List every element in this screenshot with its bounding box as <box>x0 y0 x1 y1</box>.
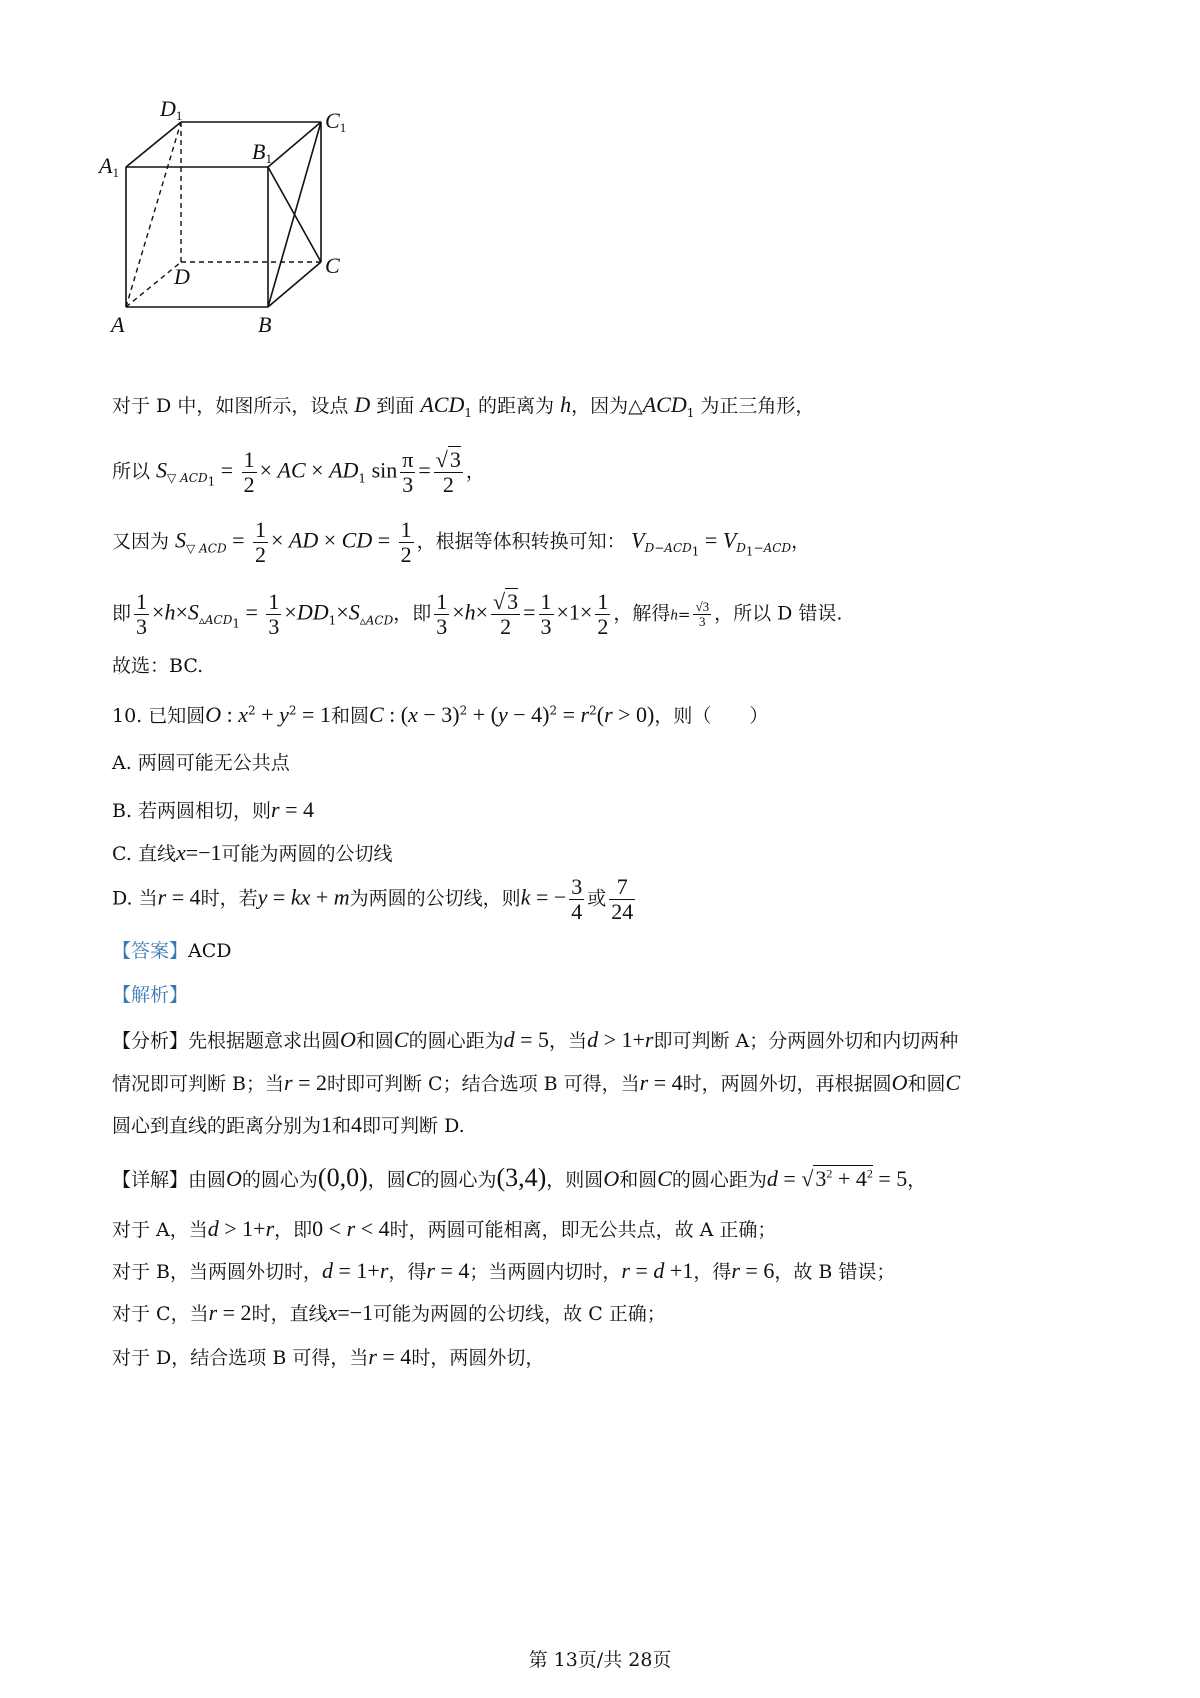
page-footer: 第 13页/共 28页 <box>528 1649 672 1671</box>
question-10: 10. 已知圆O : $x^2 + y^2 = 1$和圆C : $(x - 3)^2 + (y - 4)^2 = r^2(r > 0)$，则（ ） <box>112 702 769 727</box>
label-b: B <box>258 312 272 337</box>
conclusion-bc: 故选：BC. <box>112 655 204 677</box>
hidden-diag-a-d1 <box>126 122 181 307</box>
detail-option-d: 对于 D，结合选项 B 可得，当r = 4时，两圆外切， <box>112 1344 545 1369</box>
edge-a1-d1 <box>126 122 181 167</box>
edge-b1-c1 <box>268 122 321 167</box>
solution-line-volume: 即 $\frac{1}{3}$ $\times h\times S_{▵ACD_1}$ = $\frac{1}{3}$ $\times DD_1\times S_{▵ACD}$，即 $\frac{1}{3}$ ×h× $\frac{√3}{2}$ = $\frac{1}{3}$ ×1× $\frac{1}{2}$ ，解得h= $\frac{√3}{3}$ ，所以 D 错误. <box>112 589 843 640</box>
label-c1: C1 <box>325 108 347 135</box>
detail-line-1: 【详解】由圆O的圆心为(0,0)，圆C的圆心为(3,4)，则圆O和圆C的圆心距为$d = √3^2 + 4^2 = 5$， <box>112 1163 927 1192</box>
detail-option-c: 对于 C，当r = 2时，直线x=−1可能为两圆的公切线，故 C 正确； <box>112 1300 666 1325</box>
solution-line-area2: 又因为 $S_{▽ ACD}$ = $\frac{1}{2}$ × AD × CD = $\frac{1}{2}$ ，根据等体积转换可知： $V_{D-ACD_1} = V_{D_1-ACD}$， <box>112 517 811 568</box>
option-b: B. 若两圆相切，则r = 4 <box>112 797 315 822</box>
hidden-edge-a-d <box>126 262 181 307</box>
solution-line-area1: 所以 $S_{▽ ACD_1}$ = $\frac{1}{2}$ × AC × $AD_1$ sin $\frac{\pi}{3}$ = $\frac{√3}{2}$ ， <box>112 447 485 498</box>
solution-line-d-intro: 对于 D 中，如图所示，设点 D 到面 $ACD_1$ 的距离为 h，因为$\triangle ACD_1$ 为正三角形， <box>112 392 815 420</box>
label-b1: B1 <box>252 139 272 166</box>
option-c: C. 直线x=−1可能为两圆的公切线 <box>112 840 393 865</box>
cube-figure <box>0 0 1200 360</box>
label-d: D <box>174 264 190 289</box>
label-d1: D1 <box>160 96 183 123</box>
analysis-line-3: 圆心到直线的距离分别为1和4即可判断 D. <box>112 1112 465 1137</box>
analysis-heading: 【解析】 <box>112 984 189 1006</box>
label-a: A <box>111 312 125 337</box>
analysis-line-1: 【分析】先根据题意求出圆O和圆C的圆心距为d = 5，当d > 1+r即可判断 A；分两圆外切和内切两种 <box>112 1027 959 1052</box>
label-c: C <box>325 253 340 278</box>
analysis-line-2: 情况即可判断 B；当r = 2时即可判断 C；结合选项 B 可得，当r = 4时，两圆外切，再根据圆O和圆C <box>112 1070 961 1095</box>
edge-b-c <box>268 262 321 307</box>
diag-b-c1 <box>268 122 321 307</box>
option-d: D. 当r = 4时，若y = kx + m为两圆的公切线，则k = − $\frac{3}{4}$ 或 $\frac{7}{24}$ <box>112 874 634 925</box>
detail-option-b: 对于 B，当两圆外切时，d = 1+r，得r = 4；当两圆内切时，r = d +1，得r = 6，故 B 错误； <box>112 1258 896 1283</box>
option-a: A. 两圆可能无公共点 <box>112 752 290 774</box>
detail-option-a: 对于 A，当d > 1+r，即0 < r < 4时，两圆可能相离，即无公共点，故 A 正确； <box>112 1216 777 1241</box>
label-a1: A1 <box>99 153 119 180</box>
answer-line: 【答案】ACD <box>112 940 232 962</box>
